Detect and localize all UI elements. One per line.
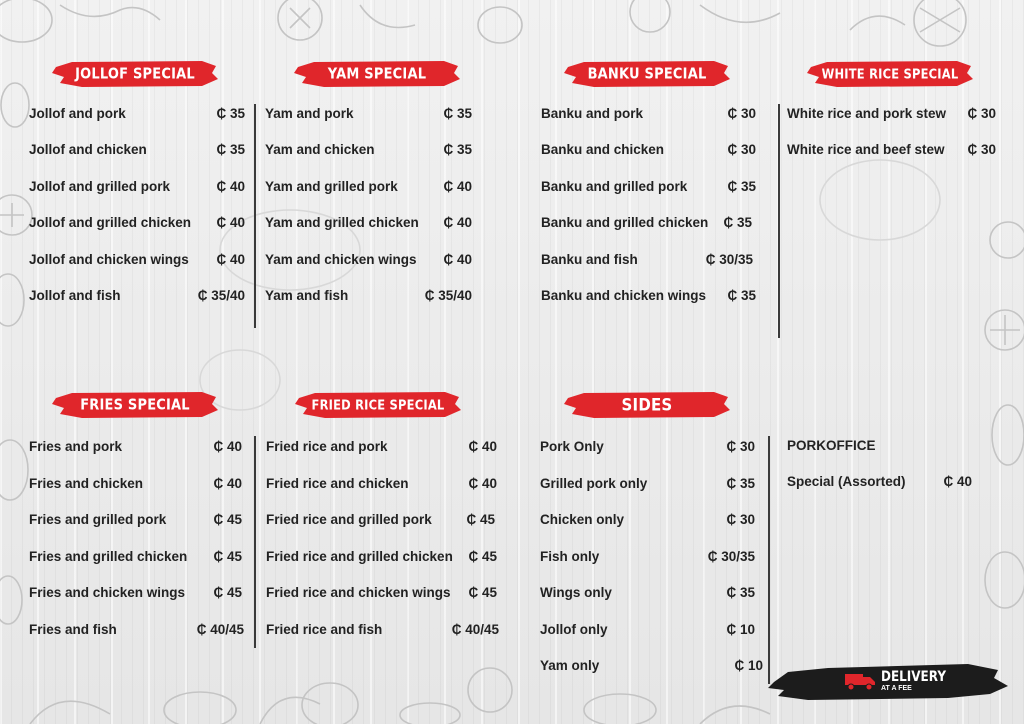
menu-item-price: ₵ 30 [967,106,996,121]
menu-item-name: Chicken only [540,512,625,527]
menu-item-price: ₵ 35 [727,288,756,303]
menu-item-name: Banku and chicken wings [541,288,707,303]
menu-item-name: Fries and pork [29,439,123,454]
menu-item-price: ₵ 40 [443,215,472,230]
delivery-banner [768,660,1008,702]
menu-item-price: ₵ 45 [213,512,242,527]
menu-item-name: Yam and grilled pork [265,179,398,194]
menu-item-name: Yam only [540,658,600,673]
menu-item-name: Jollof and chicken [29,142,147,157]
menu-item-name: Banku and grilled pork [541,179,688,194]
section-title: SIDES [621,394,673,416]
menu-item-price: ₵ 40 [943,474,972,489]
menu-item-name: Fries and chicken wings [29,585,186,600]
menu-item-name: Yam and chicken wings [265,252,417,267]
section-header-fried-rice [294,390,462,420]
menu-item-name: Fries and fish [29,622,117,637]
section-header-yam [294,59,460,89]
menu-item-price: ₵ 35 [726,476,755,491]
menu-item-price: ₵ 30 [726,439,755,454]
menu-item-price: ₵ 35 [216,106,245,121]
delivery-line-1: DELIVERY [881,667,947,685]
menu-item-price: ₵ 40 [468,476,497,491]
porkoffice-heading: PORKOFFICE [787,438,876,453]
menu-item-price: ₵ 35 [723,215,752,230]
menu-item-price: ₵ 40/45 [196,622,244,637]
menu-item-name: Jollof only [540,622,608,637]
menu-item-price: ₵ 40 [443,179,472,194]
section-title: FRIED RICE SPECIAL [311,396,445,414]
menu-item-price: ₵ 45 [466,512,495,527]
menu-item-price: ₵ 35 [443,142,472,157]
menu-item-price: ₵ 10 [726,622,755,637]
menu-item-price: ₵ 40 [443,252,472,267]
section-header-white-rice [806,59,974,89]
section-header-banku [564,59,730,89]
menu-item-name: Fish only [540,549,600,564]
column-divider [254,436,256,648]
section-header-sides [564,390,730,420]
menu-item-price: ₵ 40 [213,476,242,491]
menu-item-price: ₵ 45 [468,585,497,600]
menu-item-name: Fries and grilled pork [29,512,167,527]
column-divider [254,104,256,328]
menu-item-price: ₵ 45 [213,549,242,564]
menu-item-name: Jollof and fish [29,288,121,303]
menu-item-name: Fried rice and grilled pork [266,512,432,527]
menu-item-price: ₵ 30 [727,106,756,121]
section-title: YAM SPECIAL [327,65,427,83]
delivery-text [881,667,947,692]
menu-item-price: ₵ 30 [967,142,996,157]
menu-item-name: White rice and beef stew [787,142,945,157]
menu-item-price: ₵ 35/40 [424,288,472,303]
delivery-line-2: AT A FEE [881,685,912,692]
menu-item-name: Yam and fish [265,288,349,303]
menu-item-name: Jollof and grilled pork [29,179,171,194]
menu-item-price: ₵ 35 [726,585,755,600]
menu-item-price: ₵ 40 [468,439,497,454]
menu-item-price: ₵ 35/40 [197,288,245,303]
menu-item-name: Fries and chicken [29,476,144,491]
menu-item-price: ₵ 30 [726,512,755,527]
menu-item-name: Yam and pork [265,106,354,121]
delivery-truck-icon [844,673,876,696]
section-title: JOLLOF SPECIAL [75,65,195,83]
menu-item-name: Banku and chicken [541,142,665,157]
menu-item-name: Fried rice and pork [266,439,388,454]
menu-item-name: Banku and pork [541,106,644,121]
menu-item-price: ₵ 30/35 [707,549,755,564]
menu-item-name: Pork Only [540,439,604,454]
menu-item-price: ₵ 30/35 [705,252,753,267]
column-divider [778,104,780,338]
menu-item-name: Jollof and grilled chicken [29,215,192,230]
menu-item-name: Grilled pork only [540,476,648,491]
menu-item-name: Jollof and chicken wings [29,252,189,267]
menu-item-name: Jollof and pork [29,106,126,121]
menu-item-name: Fries and grilled chicken [29,549,188,564]
menu-item-name: Banku and fish [541,252,638,267]
menu-item-price: ₵ 35 [216,142,245,157]
menu-item-price: ₵ 35 [727,179,756,194]
menu-item-price: ₵ 30 [727,142,756,157]
menu-item-name: Yam and chicken [265,142,375,157]
menu-item-price: ₵ 40 [216,179,245,194]
section-header-fries [52,390,218,420]
menu-item-price: ₵ 40 [216,252,245,267]
section-header-jollof [52,59,218,89]
menu-item-price: ₵ 40 [213,439,242,454]
menu-item-name: Yam and grilled chicken [265,215,419,230]
menu-item-price: ₵ 40/45 [451,622,499,637]
section-title: FRIES SPECIAL [80,396,190,414]
menu-item-name: Banku and grilled chicken [541,215,709,230]
menu-item-name: Special (Assorted) [787,474,906,489]
menu-item-name: Fried rice and chicken [266,476,409,491]
menu-item-name: Wings only [540,585,612,600]
menu-item-name: Fried rice and grilled chicken [266,549,453,564]
menu-item-price: ₵ 45 [468,549,497,564]
column-divider [768,436,770,684]
menu-item-name: Fried rice and fish [266,622,383,637]
menu-item-price: ₵ 45 [213,585,242,600]
menu-item-price: ₵ 10 [734,658,763,673]
menu-item-price: ₵ 35 [443,106,472,121]
section-title: BANKU SPECIAL [587,65,707,83]
section-title: WHITE RICE SPECIAL [821,65,959,83]
menu-item-price: ₵ 40 [216,215,245,230]
menu-item-name: White rice and pork stew [787,106,947,121]
menu-item-name: Fried rice and chicken wings [266,585,451,600]
